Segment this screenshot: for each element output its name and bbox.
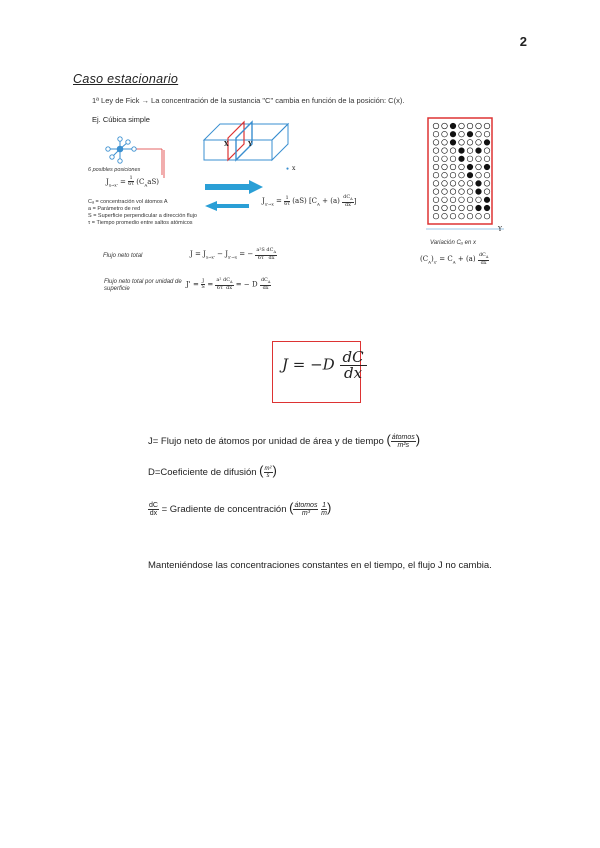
formula-j-left: $J_{x\to x'}$ = $\frac{1}{6\tau}$ $(C_AaS)$ [106, 175, 159, 187]
lattice-atom [450, 140, 456, 146]
lattice-atom [442, 156, 448, 162]
lattice-atom [459, 189, 465, 195]
d-unit-den: s [266, 472, 270, 479]
lattice-atom [467, 131, 473, 137]
axis-x-marker: ● [286, 166, 290, 172]
grad-lhs-num: dC [149, 501, 158, 509]
variacion-label: Variación Cₐ en x [430, 240, 476, 246]
definition-gradient: $\frac{dC}{dx}$ = Gradiente de concentración ( $\frac{\text{átomos}}{\text{m³}}$ $\frac{1}{m}$ ) [149, 500, 332, 517]
legend-item: S = Superficie perpendicular a dirección flujo [88, 213, 197, 219]
lattice-atom [467, 197, 473, 203]
lattice-atom [433, 189, 439, 195]
lattice-atom [450, 197, 456, 203]
lattice-atom [450, 123, 456, 129]
lattice-atom [433, 164, 439, 170]
definition-d: D=Coeficiente de difusión ( $\frac{\text{m²}}{s}$ ) [148, 463, 277, 479]
lattice-atom [484, 140, 490, 146]
lattice-atom [450, 213, 456, 219]
lattice-atom [459, 172, 465, 178]
lattice-atom [459, 140, 465, 146]
arrow-left-icon [205, 201, 250, 211]
section-title: Caso estacionario [73, 72, 179, 86]
lattice-atom [450, 156, 456, 162]
lattice-atom [484, 213, 490, 219]
lattice-atom [442, 213, 448, 219]
lattice-atom [459, 123, 465, 129]
lattice-atom [459, 131, 465, 137]
lattice-atom [442, 181, 448, 187]
grad-unit-den1: m³ [301, 509, 311, 517]
formula-variacion: $(C_A)_{x'} = C_A + (a)$ $\frac{dC_A}{dx}$ [420, 252, 489, 266]
lattice-atom [467, 213, 473, 219]
lattice-atom [433, 156, 439, 162]
lattice-atom [484, 189, 490, 195]
lattice-atom [433, 123, 439, 129]
lattice-atom [484, 148, 490, 154]
legend-item: τ = Tiempo promedio entre saltos atómicos [88, 220, 193, 226]
definition-j: J= Flujo neto de átomos por unidad de área y de tiempo ( $\frac{\text{átomos}}{\text{m²s}}$ ) [148, 432, 421, 449]
lattice-atom [450, 181, 456, 187]
lattice-atom [433, 140, 439, 146]
lattice-atom [467, 205, 473, 211]
posiciones-label: 6 posibles posiciones [88, 167, 141, 173]
lattice-atom [467, 172, 473, 178]
main-equation-num: dC [340, 350, 367, 366]
lattice-atom [459, 205, 465, 211]
lattice-atom [433, 213, 439, 219]
lattice-atom [433, 131, 439, 137]
lattice-atom [459, 197, 465, 203]
grad-unit-num2: 1 [322, 501, 326, 509]
lattice-atom [476, 172, 482, 178]
definition-d-text: D=Coeficiente de difusión [148, 467, 257, 478]
lattice-atom [433, 148, 439, 154]
lattice-atom [442, 189, 448, 195]
lattice-atom [484, 156, 490, 162]
page-number: 2 [519, 34, 527, 49]
lattice-atom [459, 181, 465, 187]
lattice-atom [467, 181, 473, 187]
lattice-atom [476, 205, 482, 211]
flujo-neto-label: Flujo neto total [103, 253, 143, 259]
label-x-small: X [224, 141, 229, 148]
lattice-atom [476, 156, 482, 162]
grad-unit-num1: átomos [294, 501, 318, 509]
j-unit-num: átomos [391, 433, 415, 441]
lattice-atom [442, 197, 448, 203]
lattice-atom [433, 197, 439, 203]
connector-line [163, 150, 167, 180]
lattice-atom [450, 131, 456, 137]
lattice-atom [433, 181, 439, 187]
lattice-atom [442, 140, 448, 146]
lattice-atom [476, 189, 482, 195]
lattice-atom [467, 156, 473, 162]
lattice-atom [476, 181, 482, 187]
lattice-atom [476, 148, 482, 154]
lattice-grid-figure [426, 116, 506, 234]
example-title: Ej. Cúbica simple [92, 115, 150, 124]
lattice-atom [484, 205, 490, 211]
lattice-atom [442, 172, 448, 178]
lattice-atom [467, 164, 473, 170]
lattice-atom [476, 123, 482, 129]
formula-flujo-unidad: J' = $\frac{J}{S}$ = $\frac{a^2 dC_A}{\text{6τ dx}}$ = − D $\frac{dC_A}{dx}$ [186, 277, 271, 291]
fick-law-statement: 1ª Ley de Fick → La concentración de la sustancia "C" cambia en función de la posición: C(x). [92, 96, 405, 105]
label-y-small: Y [248, 141, 253, 148]
arrow-right-icon [205, 180, 265, 194]
lattice-atom [484, 164, 490, 170]
main-equation-lhs: J = −D [282, 355, 335, 374]
lattice-atom [467, 123, 473, 129]
lattice-atom [442, 205, 448, 211]
lattice-atom [484, 172, 490, 178]
lattice-atom [476, 140, 482, 146]
lattice-atom [450, 164, 456, 170]
lattice-atom [459, 164, 465, 170]
grad-unit-den2: m [321, 509, 327, 517]
legend-item: Cₐ = concentración vol átomos A [88, 199, 168, 205]
lattice-atom [442, 164, 448, 170]
definition-gradient-text: = Gradiente de concentración [161, 504, 287, 515]
formula-flujo-neto: $J = J_{x\to x'} - J_{x'\to x}$ = − $\frac{a^2S dC_A}{\text{6τ dx}}$ [190, 247, 276, 261]
lattice-atom [450, 205, 456, 211]
lattice-atom [476, 197, 482, 203]
j-unit-den: m²s [397, 441, 410, 449]
lattice-atom [484, 123, 490, 129]
axis-y-label: Y [498, 226, 502, 233]
lattice-atom [433, 205, 439, 211]
lattice-atom [467, 140, 473, 146]
lattice-atom [433, 172, 439, 178]
legend-item: a = Parámetro de red [88, 206, 141, 212]
lattice-atom [459, 213, 465, 219]
lattice-atom [442, 131, 448, 137]
definition-j-text: J= Flujo neto de átomos por unidad de área y de tiempo [148, 436, 384, 447]
lattice-atom [442, 123, 448, 129]
lattice-atom [442, 148, 448, 154]
d-unit-num: m² [264, 465, 272, 472]
slab-diagram [200, 118, 290, 176]
formula-j-right: $J_{x'\to x}$ = $\frac{1}{6\tau}$ (aS) [$C_A + (a)$ $\frac{dC_A}{dx}$ ] [262, 194, 357, 208]
lattice-atom [484, 197, 490, 203]
lattice-atom [467, 189, 473, 195]
lattice-atom [476, 131, 482, 137]
lattice-atom [476, 164, 482, 170]
main-equation-den: dx [344, 364, 363, 382]
legend [88, 199, 208, 227]
lattice-atom [459, 156, 465, 162]
axis-x-label: x [292, 165, 296, 172]
lattice-atom [459, 148, 465, 154]
lattice-atom [467, 148, 473, 154]
steady-state-statement: Manteniéndose las concentraciones constantes en el tiempo, el flujo J no cambia. [148, 560, 492, 571]
lattice-atom [450, 148, 456, 154]
lattice-atom [484, 181, 490, 187]
lattice-atom [476, 213, 482, 219]
lattice-atom [450, 189, 456, 195]
flujo-unidad-label: Flujo neto total por unidad de superficie [104, 279, 182, 292]
main-equation [282, 350, 367, 381]
grad-lhs-den: dx [149, 509, 158, 517]
lattice-atom [484, 131, 490, 137]
lattice-atom [450, 172, 456, 178]
